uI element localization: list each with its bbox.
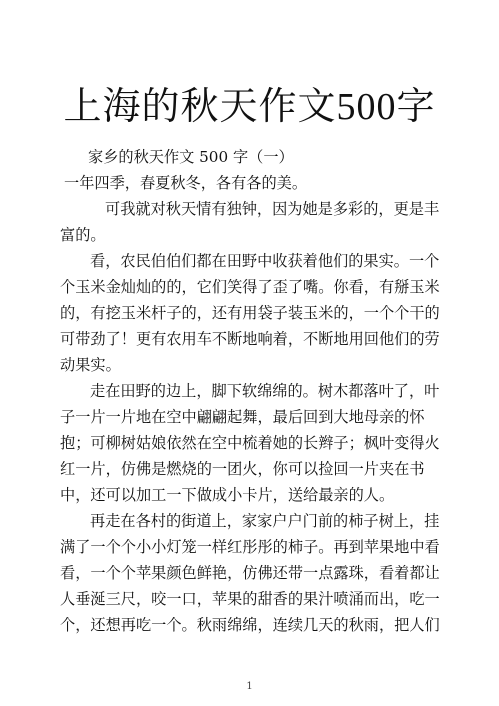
paragraph: 看，农民伯伯们都在田野中收获着他们的果实。一个个玉米金灿灿的的，它们笑得了歪了嘴。你看，有掰玉米的，有挖玉米杆子的，还有用袋子装玉米的，一个个干的可带劲了！更有农用车不断地响着，不断地用回他们的劳动果实。 <box>60 252 440 374</box>
paragraph: 再走在各村的街道上，家家户户门前的柿子树上，挂满了一个个小小灯笼一样红彤彤的柿子。再到苹果地中看看，一个个苹果颜色鲜艳，仿佛还带一点露珠，看着都让人垂涎三尺，咬一口，苹果的甜香的果汁喷涌而出，吃一个，还想再吃一个。秋雨绵绵，连续几天的秋雨，把人们 <box>60 512 440 634</box>
paragraph: 一年四季，春夏秋冬，各有各的美。 <box>64 174 307 192</box>
document-body <box>60 144 440 638</box>
document-title: 上海的秋天作文500字 <box>63 86 436 128</box>
paragraph: 可我就对秋天情有独钟，因为她是多彩的，更是丰富的。 <box>60 200 440 244</box>
section-heading: 家乡的秋天作文 500 字（一） <box>88 148 294 166</box>
paragraph: 走在田野的边上，脚下软绵绵的。树木都落叶了，叶子一片一片地在空中翩翩起舞，最后回到大地母亲的怀抱；可柳树姑娘依然在空中梳着她的长辫子；枫叶变得火红一片，仿佛是燃烧的一团火，你可以捡回一片夹在书中，还可以加工一下做成小卡片，送给最亲的人。 <box>60 382 440 504</box>
page-number: 1 <box>246 681 253 692</box>
